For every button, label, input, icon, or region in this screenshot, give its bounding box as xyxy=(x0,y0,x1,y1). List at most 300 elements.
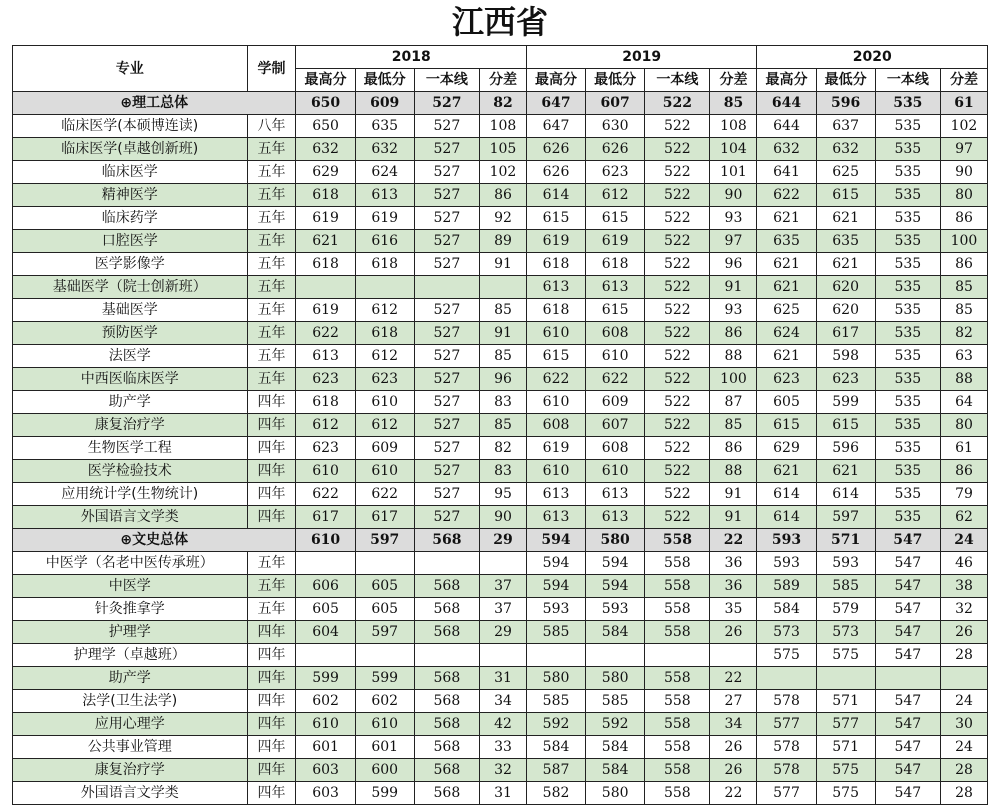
max-score-cell: 575 xyxy=(757,644,816,667)
table-row xyxy=(13,759,988,782)
score-diff-cell: 31 xyxy=(480,782,527,805)
max-score-cell: 629 xyxy=(296,161,355,184)
min-score-cell: 615 xyxy=(586,299,645,322)
major-name-cell: 预防医学 xyxy=(13,322,248,345)
duration-cell: 四年 xyxy=(247,506,296,529)
max-score-cell: 573 xyxy=(757,621,816,644)
tier1-line-cell: 527 xyxy=(414,460,479,483)
major-name-cell: 外国语言文学类 xyxy=(13,782,248,805)
tier1-line-cell: 547 xyxy=(875,759,940,782)
max-score-cell: 592 xyxy=(526,713,585,736)
duration-cell: 四年 xyxy=(247,460,296,483)
max-score-cell: 605 xyxy=(296,598,355,621)
score-diff-cell: 93 xyxy=(710,207,757,230)
major-name-cell: 康复治疗学 xyxy=(13,414,248,437)
tier1-line-cell: 522 xyxy=(645,207,710,230)
min-score-cell: 625 xyxy=(816,161,875,184)
major-name-cell: 临床医学(卓越创新班) xyxy=(13,138,248,161)
score-diff-cell: 24 xyxy=(940,690,987,713)
max-score-cell: 621 xyxy=(757,207,816,230)
min-score-cell: 577 xyxy=(816,713,875,736)
min-score-cell: 626 xyxy=(586,138,645,161)
header-max-score: 最高分 xyxy=(296,69,355,92)
score-diff-cell: 82 xyxy=(480,92,527,115)
min-score-cell: 584 xyxy=(586,621,645,644)
tier1-line-cell: 522 xyxy=(645,230,710,253)
min-score-cell: 575 xyxy=(816,782,875,805)
min-score-cell: 632 xyxy=(816,138,875,161)
duration-cell: 四年 xyxy=(247,621,296,644)
duration-cell: 四年 xyxy=(247,644,296,667)
max-score-cell: 613 xyxy=(526,483,585,506)
max-score-cell: 641 xyxy=(757,161,816,184)
score-diff-cell: 63 xyxy=(940,345,987,368)
tier1-line-cell: 568 xyxy=(414,598,479,621)
major-name-cell: 公共事业管理 xyxy=(13,736,248,759)
max-score-cell: 603 xyxy=(296,782,355,805)
tier1-line-cell: 527 xyxy=(414,506,479,529)
min-score-cell: 623 xyxy=(816,368,875,391)
max-score-cell: 619 xyxy=(526,437,585,460)
header-score-diff: 分差 xyxy=(940,69,987,92)
duration-cell: 五年 xyxy=(247,322,296,345)
min-score-cell: 592 xyxy=(586,713,645,736)
duration-cell: 四年 xyxy=(247,437,296,460)
min-score-cell: 594 xyxy=(586,575,645,598)
max-score-cell: 613 xyxy=(526,276,585,299)
min-score-cell xyxy=(586,644,645,667)
score-diff-cell xyxy=(480,644,527,667)
max-score-cell: 587 xyxy=(526,759,585,782)
summary-row xyxy=(13,92,988,115)
score-diff-cell: 37 xyxy=(480,575,527,598)
duration-cell: 四年 xyxy=(247,483,296,506)
score-diff-cell: 90 xyxy=(480,506,527,529)
major-name-cell: 临床医学(本硕博连读) xyxy=(13,115,248,138)
table-row xyxy=(13,782,988,805)
max-score-cell: 618 xyxy=(296,391,355,414)
tier1-line-cell: 527 xyxy=(414,230,479,253)
max-score-cell xyxy=(757,667,816,690)
score-diff-cell: 31 xyxy=(480,667,527,690)
tier1-line-cell: 527 xyxy=(414,207,479,230)
score-diff-cell: 26 xyxy=(710,621,757,644)
max-score-cell: 644 xyxy=(757,92,816,115)
min-score-cell: 619 xyxy=(355,207,414,230)
tier1-line-cell: 547 xyxy=(875,644,940,667)
score-diff-cell: 108 xyxy=(710,115,757,138)
max-score-cell: 585 xyxy=(526,621,585,644)
score-diff-cell: 29 xyxy=(480,529,527,552)
max-score-cell: 593 xyxy=(526,598,585,621)
max-score-cell: 622 xyxy=(757,184,816,207)
header-tier1-line: 一本线 xyxy=(645,69,710,92)
tier1-line-cell: 547 xyxy=(875,598,940,621)
tier1-line-cell: 535 xyxy=(875,506,940,529)
score-diff-cell: 61 xyxy=(940,437,987,460)
score-diff-cell: 64 xyxy=(940,391,987,414)
min-score-cell: 585 xyxy=(816,575,875,598)
tier1-line-cell: 558 xyxy=(645,759,710,782)
min-score-cell: 609 xyxy=(355,437,414,460)
max-score-cell: 621 xyxy=(757,345,816,368)
table-row xyxy=(13,184,988,207)
min-score-cell xyxy=(355,276,414,299)
max-score-cell: 619 xyxy=(296,299,355,322)
min-score-cell: 622 xyxy=(586,368,645,391)
duration-cell: 五年 xyxy=(247,299,296,322)
page-title: 江西省 xyxy=(451,3,548,41)
header-score-diff: 分差 xyxy=(710,69,757,92)
tier1-line-cell: 568 xyxy=(414,759,479,782)
tier1-line-cell: 535 xyxy=(875,368,940,391)
table-row xyxy=(13,368,988,391)
tier1-line-cell: 535 xyxy=(875,207,940,230)
tier1-line-cell: 547 xyxy=(875,575,940,598)
max-score-cell: 629 xyxy=(757,437,816,460)
min-score-cell: 571 xyxy=(816,529,875,552)
min-score-cell: 624 xyxy=(355,161,414,184)
min-score-cell: 630 xyxy=(586,115,645,138)
min-score-cell: 613 xyxy=(586,506,645,529)
min-score-cell: 635 xyxy=(816,230,875,253)
min-score-cell: 597 xyxy=(355,529,414,552)
min-score-cell: 618 xyxy=(355,253,414,276)
score-diff-cell: 30 xyxy=(940,713,987,736)
tier1-line-cell: 522 xyxy=(645,276,710,299)
major-name-cell: 医学检验技术 xyxy=(13,460,248,483)
score-diff-cell: 61 xyxy=(940,92,987,115)
min-score-cell: 632 xyxy=(355,138,414,161)
max-score-cell: 622 xyxy=(296,322,355,345)
table-row xyxy=(13,552,988,575)
max-score-cell: 622 xyxy=(296,483,355,506)
max-score-cell: 615 xyxy=(526,345,585,368)
score-diff-cell: 91 xyxy=(480,253,527,276)
tier1-line-cell xyxy=(414,552,479,575)
min-score-cell: 571 xyxy=(816,736,875,759)
min-score-cell: 613 xyxy=(586,276,645,299)
min-score-cell: 615 xyxy=(816,414,875,437)
tier1-line-cell: 568 xyxy=(414,621,479,644)
tier1-line-cell: 522 xyxy=(645,299,710,322)
tier1-line-cell: 535 xyxy=(875,460,940,483)
tier1-line-cell: 527 xyxy=(414,322,479,345)
header-min-score: 最低分 xyxy=(355,69,414,92)
tier1-line-cell: 547 xyxy=(875,690,940,713)
score-diff-cell: 88 xyxy=(710,460,757,483)
max-score-cell: 618 xyxy=(526,253,585,276)
score-diff-cell: 101 xyxy=(710,161,757,184)
summary-row xyxy=(13,529,988,552)
duration-cell: 四年 xyxy=(247,759,296,782)
max-score-cell xyxy=(296,276,355,299)
max-score-cell: 608 xyxy=(526,414,585,437)
tier1-line-cell: 527 xyxy=(414,92,479,115)
score-diff-cell: 91 xyxy=(710,506,757,529)
min-score-cell: 618 xyxy=(355,322,414,345)
score-diff-cell: 36 xyxy=(710,552,757,575)
min-score-cell: 600 xyxy=(355,759,414,782)
max-score-cell: 578 xyxy=(757,759,816,782)
max-score-cell: 594 xyxy=(526,575,585,598)
score-diff-cell: 93 xyxy=(710,299,757,322)
tier1-line-cell: 547 xyxy=(875,736,940,759)
max-score-cell: 650 xyxy=(296,115,355,138)
major-name-cell: 医学影像学 xyxy=(13,253,248,276)
max-score-cell: 578 xyxy=(757,736,816,759)
tier1-line-cell: 547 xyxy=(875,552,940,575)
max-score-cell: 603 xyxy=(296,759,355,782)
max-score-cell xyxy=(526,644,585,667)
tier1-line-cell: 547 xyxy=(875,529,940,552)
min-score-cell: 612 xyxy=(355,345,414,368)
tier1-line-cell: 558 xyxy=(645,621,710,644)
min-score-cell: 615 xyxy=(816,184,875,207)
score-diff-cell xyxy=(710,644,757,667)
score-diff-cell: 108 xyxy=(480,115,527,138)
score-diff-cell: 79 xyxy=(940,483,987,506)
min-score-cell: 580 xyxy=(586,667,645,690)
score-diff-cell: 85 xyxy=(480,414,527,437)
score-diff-cell: 34 xyxy=(480,690,527,713)
score-diff-cell: 100 xyxy=(940,230,987,253)
duration-cell: 五年 xyxy=(247,230,296,253)
min-score-cell xyxy=(355,644,414,667)
tier1-line-cell: 527 xyxy=(414,437,479,460)
max-score-cell: 613 xyxy=(526,506,585,529)
score-diff-cell: 85 xyxy=(480,299,527,322)
min-score-cell: 584 xyxy=(586,736,645,759)
score-diff-cell: 29 xyxy=(480,621,527,644)
score-diff-cell: 83 xyxy=(480,391,527,414)
duration-cell: 五年 xyxy=(247,345,296,368)
min-score-cell: 575 xyxy=(816,759,875,782)
max-score-cell: 623 xyxy=(296,368,355,391)
tier1-line-cell xyxy=(414,276,479,299)
summary-label: ⊕文史总体 xyxy=(13,529,296,552)
duration-cell: 五年 xyxy=(247,161,296,184)
min-score-cell xyxy=(355,552,414,575)
score-diff-cell: 22 xyxy=(710,529,757,552)
tier1-line-cell: 522 xyxy=(645,391,710,414)
tier1-line-cell: 522 xyxy=(645,460,710,483)
duration-cell: 四年 xyxy=(247,391,296,414)
tier1-line-cell: 535 xyxy=(875,184,940,207)
table-row xyxy=(13,690,988,713)
max-score-cell: 619 xyxy=(526,230,585,253)
min-score-cell: 623 xyxy=(586,161,645,184)
max-score-cell: 621 xyxy=(296,230,355,253)
tier1-line-cell: 522 xyxy=(645,483,710,506)
duration-cell: 五年 xyxy=(247,184,296,207)
score-diff-cell: 24 xyxy=(940,736,987,759)
min-score-cell: 597 xyxy=(816,506,875,529)
max-score-cell: 613 xyxy=(296,345,355,368)
min-score-cell: 596 xyxy=(816,92,875,115)
tier1-line-cell: 547 xyxy=(875,621,940,644)
major-name-cell: 应用心理学 xyxy=(13,713,248,736)
table-row xyxy=(13,621,988,644)
duration-cell: 四年 xyxy=(247,782,296,805)
duration-cell: 四年 xyxy=(247,667,296,690)
tier1-line-cell: 558 xyxy=(645,690,710,713)
max-score-cell xyxy=(296,552,355,575)
table-row xyxy=(13,575,988,598)
score-diff-cell: 85 xyxy=(940,299,987,322)
tier1-line-cell: 568 xyxy=(414,782,479,805)
table-row xyxy=(13,483,988,506)
min-score-cell: 620 xyxy=(816,299,875,322)
score-diff-cell: 92 xyxy=(480,207,527,230)
score-diff-cell: 26 xyxy=(710,736,757,759)
max-score-cell: 585 xyxy=(526,690,585,713)
table-row xyxy=(13,207,988,230)
max-score-cell: 589 xyxy=(757,575,816,598)
major-name-cell: 康复治疗学 xyxy=(13,759,248,782)
table-row xyxy=(13,230,988,253)
duration-cell: 五年 xyxy=(247,138,296,161)
min-score-cell: 596 xyxy=(816,437,875,460)
tier1-line-cell: 522 xyxy=(645,138,710,161)
min-score-cell: 618 xyxy=(586,253,645,276)
tier1-line-cell: 522 xyxy=(645,437,710,460)
max-score-cell: 618 xyxy=(296,253,355,276)
min-score-cell: 610 xyxy=(586,345,645,368)
max-score-cell: 632 xyxy=(296,138,355,161)
min-score-cell: 575 xyxy=(816,644,875,667)
score-diff-cell xyxy=(480,276,527,299)
duration-cell: 四年 xyxy=(247,713,296,736)
tier1-line-cell: 527 xyxy=(414,138,479,161)
tier1-line-cell: 535 xyxy=(875,138,940,161)
max-score-cell: 614 xyxy=(757,483,816,506)
header-year-2020: 2020 xyxy=(757,46,988,69)
max-score-cell: 647 xyxy=(526,115,585,138)
score-diff-cell: 27 xyxy=(710,690,757,713)
table-row xyxy=(13,437,988,460)
score-diff-cell: 80 xyxy=(940,414,987,437)
min-score-cell: 571 xyxy=(816,690,875,713)
major-name-cell: 基础医学 xyxy=(13,299,248,322)
tier1-line-cell: 527 xyxy=(414,345,479,368)
max-score-cell: 644 xyxy=(757,115,816,138)
tier1-line-cell: 535 xyxy=(875,276,940,299)
min-score-cell: 599 xyxy=(355,667,414,690)
tier1-line-cell xyxy=(645,644,710,667)
major-name-cell: 基础医学（院士创新班） xyxy=(13,276,248,299)
max-score-cell: 619 xyxy=(296,207,355,230)
header-major: 专业 xyxy=(13,46,248,92)
score-diff-cell: 85 xyxy=(710,92,757,115)
max-score-cell: 605 xyxy=(757,391,816,414)
max-score-cell: 593 xyxy=(757,552,816,575)
score-diff-cell: 32 xyxy=(480,759,527,782)
min-score-cell: 580 xyxy=(586,782,645,805)
max-score-cell: 604 xyxy=(296,621,355,644)
tier1-line-cell: 568 xyxy=(414,736,479,759)
tier1-line-cell: 535 xyxy=(875,483,940,506)
duration-cell: 五年 xyxy=(247,575,296,598)
duration-cell: 八年 xyxy=(247,115,296,138)
duration-cell: 四年 xyxy=(247,690,296,713)
min-score-cell: 613 xyxy=(355,184,414,207)
max-score-cell: 599 xyxy=(296,667,355,690)
tier1-line-cell: 568 xyxy=(414,690,479,713)
max-score-cell: 610 xyxy=(296,713,355,736)
score-diff-cell: 83 xyxy=(480,460,527,483)
tier1-line-cell: 522 xyxy=(645,161,710,184)
tier1-line-cell: 527 xyxy=(414,299,479,322)
table-row xyxy=(13,253,988,276)
min-score-cell: 601 xyxy=(355,736,414,759)
max-score-cell: 618 xyxy=(296,184,355,207)
tier1-line-cell: 547 xyxy=(875,782,940,805)
tier1-line-cell: 535 xyxy=(875,391,940,414)
table-row xyxy=(13,276,988,299)
header-max-score: 最高分 xyxy=(757,69,816,92)
min-score-cell: 616 xyxy=(355,230,414,253)
score-diff-cell: 28 xyxy=(940,644,987,667)
header-year-2018: 2018 xyxy=(296,46,526,69)
min-score-cell: 585 xyxy=(586,690,645,713)
min-score-cell: 612 xyxy=(355,299,414,322)
max-score-cell: 617 xyxy=(296,506,355,529)
max-score-cell: 577 xyxy=(757,782,816,805)
max-score-cell: 632 xyxy=(757,138,816,161)
score-diff-cell: 90 xyxy=(940,161,987,184)
table-row xyxy=(13,322,988,345)
table-body xyxy=(13,92,988,805)
min-score-cell: 635 xyxy=(355,115,414,138)
score-diff-cell: 88 xyxy=(710,345,757,368)
score-diff-cell: 105 xyxy=(480,138,527,161)
min-score-cell: 610 xyxy=(355,460,414,483)
tier1-line-cell: 535 xyxy=(875,299,940,322)
score-diff-cell: 102 xyxy=(940,115,987,138)
duration-cell: 五年 xyxy=(247,598,296,621)
min-score-cell: 602 xyxy=(355,690,414,713)
min-score-cell: 598 xyxy=(816,345,875,368)
tier1-line-cell: 522 xyxy=(645,184,710,207)
min-score-cell: 573 xyxy=(816,621,875,644)
score-diff-cell: 85 xyxy=(710,414,757,437)
max-score-cell: 626 xyxy=(526,138,585,161)
tier1-line-cell xyxy=(875,667,940,690)
tier1-line-cell: 522 xyxy=(645,322,710,345)
major-name-cell: 中西医临床医学 xyxy=(13,368,248,391)
score-diff-cell: 26 xyxy=(710,759,757,782)
tier1-line-cell: 568 xyxy=(414,575,479,598)
min-score-cell: 607 xyxy=(586,414,645,437)
score-diff-cell: 96 xyxy=(710,253,757,276)
tier1-line-cell: 558 xyxy=(645,529,710,552)
score-diff-cell: 82 xyxy=(480,437,527,460)
min-score-cell: 612 xyxy=(355,414,414,437)
score-diff-cell: 97 xyxy=(940,138,987,161)
tier1-line-cell: 522 xyxy=(645,253,710,276)
score-diff-cell: 89 xyxy=(480,230,527,253)
header-tier1-line: 一本线 xyxy=(875,69,940,92)
tier1-line-cell: 535 xyxy=(875,345,940,368)
min-score-cell: 608 xyxy=(586,322,645,345)
max-score-cell: 621 xyxy=(757,276,816,299)
major-name-cell: 助产学 xyxy=(13,391,248,414)
min-score-cell: 619 xyxy=(586,230,645,253)
score-diff-cell: 96 xyxy=(480,368,527,391)
min-score-cell: 597 xyxy=(355,621,414,644)
score-diff-cell: 86 xyxy=(940,253,987,276)
